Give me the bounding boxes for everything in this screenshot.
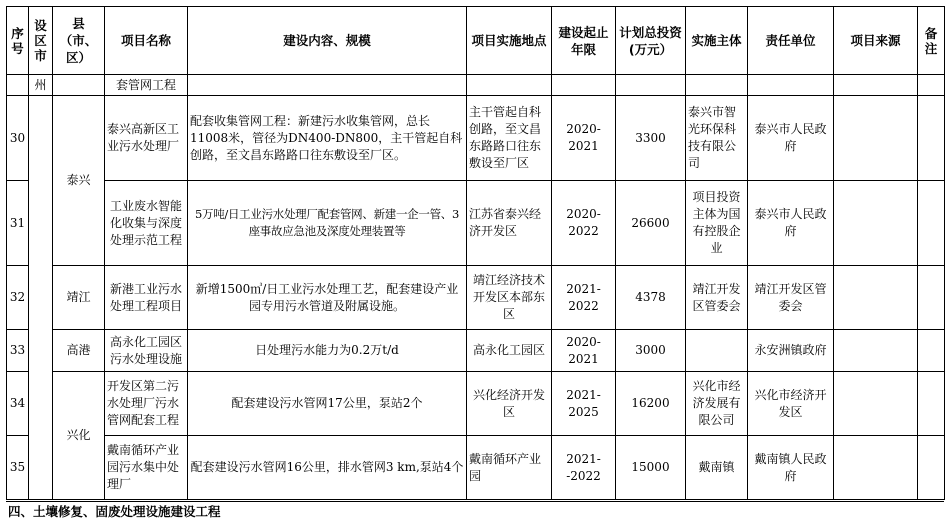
header-content: 建设内容、规模 (188, 7, 467, 75)
table-row (7, 181, 945, 266)
row-seq: 35 (7, 436, 29, 500)
project-remark (918, 372, 945, 436)
row-seq: 31 (7, 181, 29, 266)
project-name: 新港工业污水处理工程项目 (105, 266, 188, 330)
project-period: 2020-2022 (552, 181, 616, 266)
project-responsible: 兴化市经济开发区 (748, 372, 834, 436)
project-content: 配套收集管网工程：新建污水收集管网，总长11008米，管径为DN400-DN800，主干管起自科创路，至文昌东路路口往东敷设至厂区。 (188, 96, 467, 181)
header-entity: 实施主体 (686, 7, 748, 75)
project-source (834, 266, 918, 330)
project-name: 工业废水智能化收集与深度处理示范工程 (105, 181, 188, 266)
project-period: 2021--2022 (552, 436, 616, 500)
project-entity: 项目投资主体为国有控股企业 (686, 181, 748, 266)
project-source (834, 436, 918, 500)
header-responsible: 责任单位 (748, 7, 834, 75)
header-investment: 计划总投资(万元） (616, 7, 686, 75)
header-period: 建设起止年限 (552, 7, 616, 75)
cont-county (53, 75, 105, 96)
header-seq: 序号 (7, 7, 29, 75)
header-city: 设区市 (29, 7, 53, 75)
project-location: 主干管起自科创路，至文昌东路路口往东敷设至厂区 (467, 96, 552, 181)
header-source: 项目来源 (834, 7, 918, 75)
project-name: 泰兴高新区工业污水处理厂 (105, 96, 188, 181)
project-table (6, 6, 945, 500)
project-content: 新增1500㎥/日工业污水处理工艺，配套建设产业园专用污水管道及附属设施。 (188, 266, 467, 330)
project-name: 开发区第二污水处理厂污水管网配套工程 (105, 372, 188, 436)
project-entity: 兴化市经济发展有限公司 (686, 372, 748, 436)
project-location: 江苏省泰兴经济开发区 (467, 181, 552, 266)
project-investment: 4378 (616, 266, 686, 330)
cont-name: 套管网工程 (105, 75, 188, 96)
project-investment: 26600 (616, 181, 686, 266)
header-location: 项目实施地点 (467, 7, 552, 75)
project-responsible: 泰兴市人民政府 (748, 96, 834, 181)
project-entity: 靖江开发区管委会 (686, 266, 748, 330)
project-source (834, 372, 918, 436)
table-row (7, 436, 945, 500)
section-title: 四、土壤修复、固废处理设施建设工程 (6, 501, 944, 521)
row-seq: 30 (7, 96, 29, 181)
project-source (834, 330, 918, 372)
project-remark (918, 181, 945, 266)
row-seq: 34 (7, 372, 29, 436)
project-remark (918, 436, 945, 500)
project-content: 日处理污水能力为0.2万t/d (188, 330, 467, 372)
project-name: 戴南循环产业园污水集中处理厂 (105, 436, 188, 500)
table-row (7, 372, 945, 436)
county-cell: 靖江 (53, 266, 105, 330)
cont-city: 州 (29, 75, 53, 96)
project-responsible: 戴南镇人民政府 (748, 436, 834, 500)
project-period: 2021-2025 (552, 372, 616, 436)
project-responsible: 泰兴市人民政府 (748, 181, 834, 266)
cont-seq (7, 75, 29, 96)
project-content: 5万吨/日工业污水处理厂配套管网、新建一企一管、3座事故应急池及深度处理装置等 (188, 181, 467, 266)
project-location: 戴南循环产业园 (467, 436, 552, 500)
county-cell: 泰兴 (53, 96, 105, 266)
project-remark (918, 330, 945, 372)
header-row (7, 7, 945, 75)
row-seq: 32 (7, 266, 29, 330)
project-period: 2020-2021 (552, 330, 616, 372)
project-responsible: 靖江开发区管委会 (748, 266, 834, 330)
county-cell: 兴化 (53, 372, 105, 500)
header-remark: 备注 (918, 7, 945, 75)
project-responsible: 永安洲镇政府 (748, 330, 834, 372)
project-location: 兴化经济开发区 (467, 372, 552, 436)
project-source (834, 96, 918, 181)
project-period: 2021-2022 (552, 266, 616, 330)
table-row (7, 330, 945, 372)
project-period: 2020-2021 (552, 96, 616, 181)
project-entity (686, 330, 748, 372)
header-name: 项目名称 (105, 7, 188, 75)
project-source (834, 181, 918, 266)
project-investment: 15000 (616, 436, 686, 500)
project-entity: 泰兴市智光环保科技有限公司 (686, 96, 748, 181)
header-county: 县（市、区） (53, 7, 105, 75)
project-remark (918, 266, 945, 330)
project-investment: 3000 (616, 330, 686, 372)
project-name: 高永化工园区污水处理设施 (105, 330, 188, 372)
project-content: 配套建设污水管网16公里，排水管网3 km,泵站4个 (188, 436, 467, 500)
continuation-row (7, 75, 945, 96)
table-row (7, 96, 945, 181)
project-investment: 3300 (616, 96, 686, 181)
project-location: 靖江经济技术开发区本部东区 (467, 266, 552, 330)
project-remark (918, 96, 945, 181)
city-cell (29, 96, 53, 500)
project-content: 配套建设污水管网17公里，泵站2个 (188, 372, 467, 436)
row-seq: 33 (7, 330, 29, 372)
county-cell: 高港 (53, 330, 105, 372)
project-investment: 16200 (616, 372, 686, 436)
project-location: 高永化工园区 (467, 330, 552, 372)
project-entity: 戴南镇 (686, 436, 748, 500)
table-row (7, 266, 945, 330)
